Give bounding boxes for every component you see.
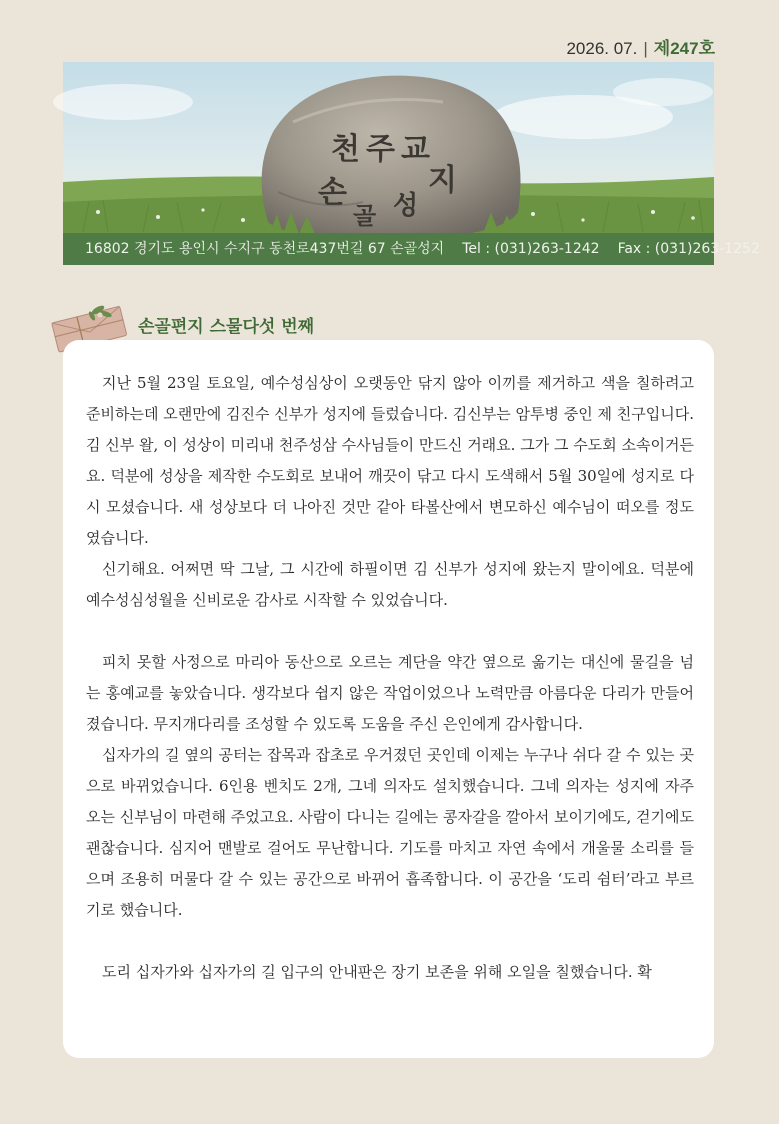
stone-text-cheonjugyo: 천주교	[331, 132, 436, 167]
paragraph: 신기해요. 어쩌면 딱 그날, 그 시간에 하필이면 김 신부가 성지에 왔는지 말이에요. 덕분에 예수성심성월을 신비로운 감사로 시작할 수 있었습니다.	[86, 560, 694, 609]
issue-number: 제247호	[653, 39, 715, 58]
address-text: 16802 경기도 용인시 수지구 동천로437번길 67 손골성지	[85, 241, 445, 257]
paragraph: 피치 못할 사정으로 마리아 동산으로 오르는 계단을 약간 옆으로 옮기는 대신에 물길을 넘는 홍예교를 놓았습니다. 생각보다 쉽지 않은 작업이었으나 노력만큼 아름다운 다리가 만들어졌습니다. 무지개다리를 조성할 수 있도록 도움을 주신 은인에게 감사합니다.	[86, 653, 694, 733]
address-bar	[63, 233, 760, 265]
stone-text-seong: 성	[393, 191, 419, 221]
paragraph: 지난 5월 23일 토요일, 예수성심상이 오랫동안 닦지 않아 이끼를 제거하고 색을 칠하려고 준비하는데 오랜만에 김진수 신부가 성지에 들렀습니다. 김신부는 암투병 중인 제 친구입니다. 김 신부 왈, 이 성상이 미리내 천주성삼 수사님들이 만드신 거래요. 그가 그 수도회 소속이거든요. 덕분에 성상을 제작한 수도회로 보내어 깨끗이 닦고 다시 도색해서 5월 30일에 성지로 다시 모셨습니다. 새 성상보다 더 나아진 것만 같아 타볼산에서 변모하신 예수님이 떠오를 정도였습니다.	[86, 374, 694, 547]
issue-date: 2026. 07.	[566, 39, 638, 58]
stone-text-ji: 지	[428, 163, 457, 198]
stone-text-son: 손	[318, 175, 347, 210]
issue-line	[566, 34, 715, 59]
paragraph: 도리 십자가와 십자가의 길 입구의 안내판은 장기 보존을 위해 오일을 칠했습니다. 확	[102, 963, 652, 981]
fax-text: Fax : (031)263-1252	[617, 241, 760, 257]
paragraph: 십자가의 길 옆의 공터는 잡목과 잡초로 우거졌던 곳인데 이제는 누구나 쉬다 갈 수 있는 곳으로 바뀌었습니다. 6인용 벤치도 2개, 그네 의자도 설치했습니다. 그네 의자는 성지에 자주 오는 신부님이 마련해 주었고요. 사람이 다니는 길에는 콩자갈을 깔아서 보이기에도, 걷기에도 괜찮습니다. 심지어 맨발로 걸어도 무난합니다. 기도를 마치고 자연 속에서 개울물 소리를 들으며 조용히 머물다 갈 수 있는 공간으로 바뀌어 흡족합니다. 이 공간을 ‘도리 쉼터’라고 부르기로 했습니다.	[86, 746, 694, 919]
tel-text: Tel : (031)263-1242	[462, 241, 600, 257]
section-title: 손골편지 스물다섯 번째	[138, 317, 315, 337]
stone-text-gol: 골	[353, 202, 377, 230]
cloud	[53, 84, 193, 120]
header-banner	[63, 62, 760, 265]
cloud	[613, 78, 713, 106]
letter-body	[86, 368, 694, 988]
issue-separator: |	[643, 39, 648, 58]
